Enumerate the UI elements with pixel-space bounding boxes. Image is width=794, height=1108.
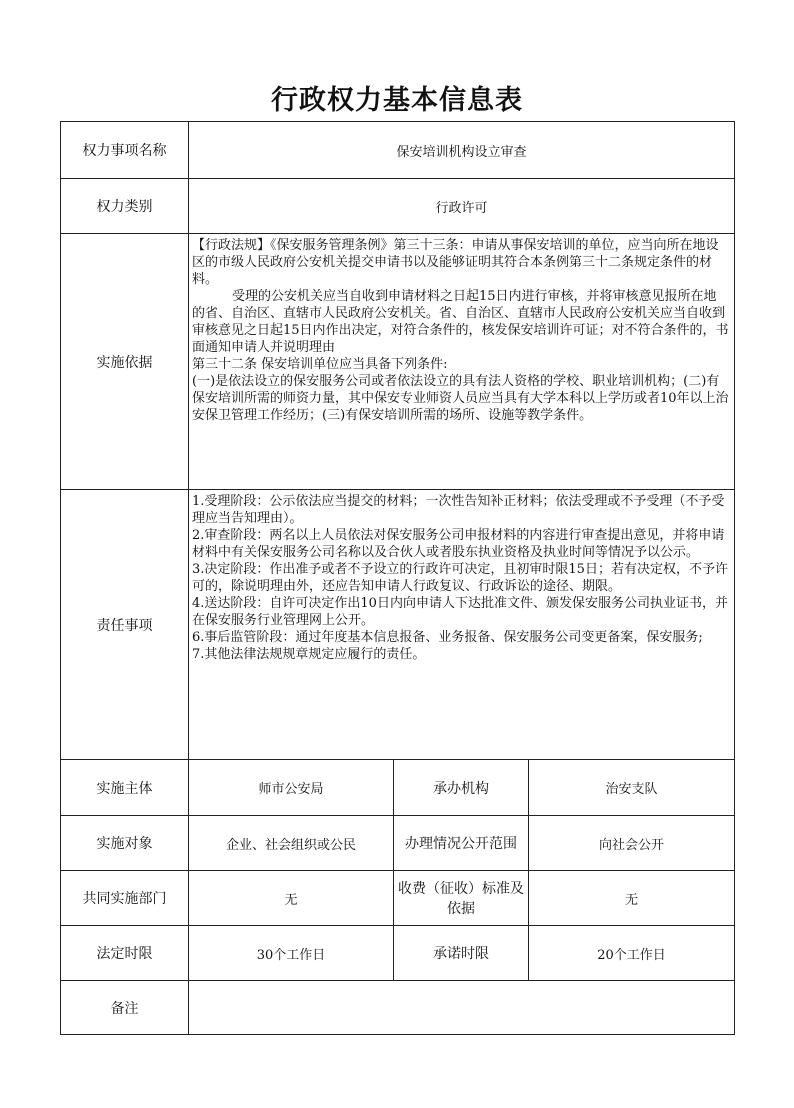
basis-paragraph: 【行政法规】《保安服务管理条例》第三十三条：申请从事保安培训的单位，应当向所在地设区的市级人民政府公安机关提交申请书以及能够证明其符合本条例第三十二条规定条件的材料。 (192, 238, 719, 287)
duty-item: 2.审查阶段：两名以上人员依法对保安服务公司申报材料的内容进行审查提出意见，并将申请材料中有关保安服务公司名称以及合伙人或者股东执业资格及执业时间等情况予以公示。 (192, 528, 725, 560)
fee-standard-label: 收费（征收）标准及依据 (394, 871, 529, 926)
info-table (60, 121, 735, 1035)
duty-item: 6.事后监管阶段：通过年度基本信息报备、业务报备、保安服务公司变更备案，保安服务; (192, 630, 703, 645)
row-category (61, 179, 735, 234)
subject-label: 实施主体 (61, 760, 189, 816)
disclosure-scope-value: 向社会公开 (529, 816, 735, 871)
remark-label: 备注 (61, 981, 189, 1035)
page-title: 行政权力基本信息表 (271, 85, 523, 116)
row-target (61, 816, 735, 871)
basis-paragraph: (一)是依法设立的保安服务公司或者依法设立的具有法人资格的学校、职业培训机构；(二)有保安培训所需的师资力量，其中保安专业师资人员应当具有大学本科以上学历或者10年以上治安保卫管理工作经历；(三)有保安培训所需的场所、设施等教学条件。 (192, 374, 729, 423)
row-subject (61, 760, 735, 816)
promised-time-value: 20个工作日 (529, 926, 735, 981)
basis-label: 实施依据 (61, 234, 189, 490)
joint-dept-value: 无 (189, 871, 394, 926)
basis-paragraph: 第三十二条 保安培训单位应当具备下列条件: (192, 357, 448, 372)
fee-standard-value: 无 (529, 871, 735, 926)
duty-item: 7.其他法律法规规章规定应履行的责任。 (192, 647, 426, 662)
category-value: 行政许可 (189, 179, 735, 234)
basis-paragraph: 受理的公安机关应当自收到申请材料之日起15日内进行审核，并将审核意见报所在地的省、自治区、直辖市人民政府公安机关。省、自治区、直辖市人民政府公安机关应当自收到审核意见之日起15日内作出决定，对符合条件的，核发保安培训许可证；对不符合条件的，书面通知申请人并说明理由 (192, 289, 729, 355)
subject-value: 师市公安局 (189, 760, 394, 816)
legal-time-label: 法定时限 (61, 926, 189, 981)
duty-item: 3.决定阶段：作出准予或者不予设立的行政许可决定，且初审时限15日；若有决定权，不予许可的，除说明理由外，还应告知申请人行政复议、行政诉讼的途径、期限。 (192, 562, 728, 594)
disclosure-scope-label: 办理情况公开范围 (394, 816, 529, 871)
legal-time-value: 30个工作日 (189, 926, 394, 981)
category-label: 权力类别 (61, 179, 189, 234)
duty-item: 1.受理阶段：公示依法应当提交的材料；一次性告知补正材料；依法受理或不予受理（不予受理应当告知理由）。 (192, 494, 725, 526)
row-item-name (61, 122, 735, 179)
item-name-value: 保安培训机构设立审查 (189, 122, 735, 179)
row-duties (61, 490, 735, 760)
remark-value (189, 981, 735, 1035)
promised-time-label: 承诺时限 (394, 926, 529, 981)
duty-item: 4.送达阶段：自许可决定作出10日内向申请人下达批准文件、颁发保安服务公司执业证书，并在保安服务行业管理网上公开。 (192, 596, 728, 628)
basis-text (189, 234, 735, 490)
row-joint (61, 871, 735, 926)
handling-org-label: 承办机构 (394, 760, 529, 816)
row-remark (61, 981, 735, 1035)
row-basis (61, 234, 735, 490)
duties-text (189, 490, 735, 760)
target-label: 实施对象 (61, 816, 189, 871)
duties-label: 责任事项 (61, 490, 189, 760)
item-name-label: 权力事项名称 (61, 122, 189, 179)
handling-org-value: 治安支队 (529, 760, 735, 816)
joint-dept-label: 共同实施部门 (61, 871, 189, 926)
row-time (61, 926, 735, 981)
target-value: 企业、社会组织或公民 (189, 816, 394, 871)
